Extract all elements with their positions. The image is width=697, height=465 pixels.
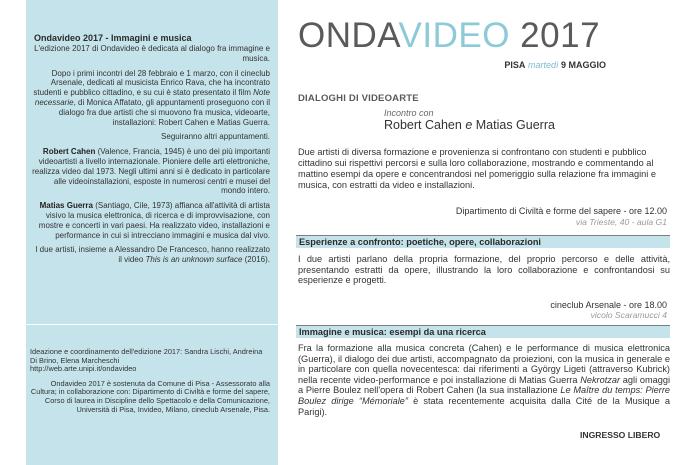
afternoon-address: vicolo Scaramucci 4	[590, 310, 667, 320]
morning-heading: Esperienze a confronto: poetiche, opere, collaborazioni	[299, 237, 541, 247]
joint-video: I due artisti, insieme a Alessandro De Francesco, hanno realizzato il video This is an unknown surface (2016).	[35, 245, 270, 265]
support-text: Ondavideo 2017 è sostenuta da Comune di Pisa - Assessorato alla Cultura; in collaborazione con: Dipartimento di Civiltà e forme del sapere, Corso di laurea in Discipline dello Spettacolo e della Comunicazione, Università di Pisa, Invideo, Milano, cineclub Arsenale, Pisa.	[30, 378, 270, 414]
morning-text: I due artisti parlano della propria formazione, del proprio percorso e delle attività, presentando estratti da opere, illustrando la loro collaborazione e confrontandosi su esperienze e progetti.	[298, 254, 670, 286]
free-entry-label: INGRESSO LIBERO	[580, 430, 661, 440]
credits: Ideazione e coordinamento dell'edizione 2017: Sandra Lischi, Andreina Di Brino, Elena Marcheschi http://web.arte.unipi.it/ondavideo	[30, 347, 263, 374]
more-events: Seguiranno altri appuntamenti.	[161, 132, 270, 142]
previous-events: Dopo i primi incontri del 28 febbraio e 1 marzo, con il cineclub Arsenale, dedicati al musicista Enrico Rava, che ha incontrato studenti e pubblico cittadino, e su cui è stato presentato il film Note necessarie, di Monica Affatato, gli appuntamenti proseguono con il dialogo fra due artisti che si muovono fra musica, videoarte, installazioni: Robert Cahen e Matias Guerra.	[33, 68, 270, 127]
cahen-bio: Robert Cahen (Valence, Francia, 1945) è uno dei più importanti videoartisti a livello internazionale. Pioniere delle arti elettroniche, realizza video dal 1973. Negli ultimi anni si è dedicato in particolare alle videoinstallazioni, esposte in numerosi centri e musei del mondo intero.	[32, 147, 270, 196]
page-title: ONDAVIDEO 2017	[298, 16, 601, 55]
work-nekrotzar: Nekrotzar	[580, 374, 621, 385]
website-link[interactable]: http://web.arte.unipi.it/ondavideo	[30, 364, 137, 374]
work-maitre-du-temps: Le Maître du temps: Pierre Boulez dirige “Mémoriale”	[298, 385, 670, 406]
guerra-bio: Matias Guerra (Santiago, Cile, 1973) affianca all'attività di artista visivo la musica elettronica, di ricerca e di improvvisazione, con mostre e concerti in vari paesi. Ha realizzato video, installazioni e performance in cui si intrecciano immagini e musica dal vivo.	[38, 201, 270, 240]
edition-intro: L'edizione 2017 di Ondavideo è dedicata al dialogo fra immagine e musica.	[34, 44, 270, 63]
event-intro: Due artisti di diversa formazione e provenienza si confrontano con studenti e pubblico cittadino sui rispettivi percorsi e sulla loro collaborazione, mostrando e commentando al mattino esempi da opere e concentrandosi nel pomeriggio sulla relazione fra immagini e musica, con estratti da video e installazioni.	[298, 147, 656, 190]
afternoon-heading: Immagine e musica: esempi da una ricerca	[299, 327, 486, 337]
morning-venue: Dipartimento di Civiltà e forme del sapere - ore 12.00	[455, 206, 667, 216]
film-title: Note necessarie	[34, 88, 270, 107]
incontro-label: Incontro con	[384, 108, 434, 118]
morning-address: via Trieste, 40 - aula G1	[575, 217, 667, 227]
section-label: DIALOGHI DI VIDEOARTE	[298, 93, 419, 104]
video-title: This is an unknown surface	[145, 255, 243, 265]
guest-names: Robert Cahen e Matias Guerra	[384, 118, 555, 132]
left-panel-divider	[26, 324, 278, 325]
cahen-name: Robert Cahen	[42, 147, 96, 157]
left-body	[30, 44, 270, 270]
guerra-name: Matias Guerra	[39, 201, 93, 211]
event-date: PISA martedì 9 MAGGIO	[504, 60, 606, 70]
afternoon-text: Fra la formazione alla musica concreta (Cahen) e le performance di musica elettronica (Guerra), il dialogo dei due artisti, accompagnato da proiezioni, con la musica in generale e in particolare con quella novecentesca: dai riferimenti a György Ligeti (attraverso Kubrick) nella recente video-performance e poi installazione di Matias Guerra Nekrotzar agli omaggi a Pierre Boulez nell'opera di Robert Cahen (la sua installazione Le Maître du temps: Pierre Boulez dirige “Mémoriale” è stata recentemente acquisita dalla Cité de la Musique a Parigi).	[298, 343, 670, 417]
left-title: Ondavideo 2017 - Immagini e musica	[34, 33, 192, 43]
credits-block	[30, 348, 270, 414]
afternoon-venue: cineclub Arsenale - ore 18.00	[550, 300, 667, 310]
